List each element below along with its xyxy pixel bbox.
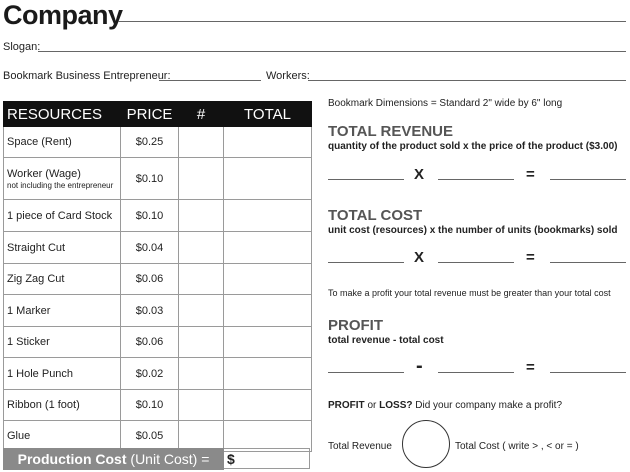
question-rest: Did your company make a profit? bbox=[415, 400, 562, 411]
resource-count-cell[interactable] bbox=[179, 127, 224, 158]
profit-rule: To make a profit your total revenue must be greater than your total cost bbox=[328, 288, 611, 298]
total-cost-title: TOTAL COST bbox=[328, 207, 423, 224]
resource-price: $0.03 bbox=[121, 295, 179, 327]
table-row bbox=[4, 295, 312, 327]
resource-count-cell[interactable] bbox=[179, 264, 224, 295]
profit-description: total revenue - total cost bbox=[328, 335, 444, 346]
resource-total-cell[interactable] bbox=[224, 200, 312, 232]
revenue-price-line[interactable] bbox=[438, 179, 514, 180]
profit-cost-line[interactable] bbox=[438, 372, 514, 373]
resource-price: $0.25 bbox=[121, 127, 179, 158]
company-title: Company bbox=[3, 0, 123, 30]
resource-item: 1 Sticker bbox=[4, 327, 121, 358]
profit-equals-sign: = bbox=[526, 359, 535, 376]
header-price: PRICE bbox=[121, 102, 179, 127]
table-row bbox=[4, 158, 312, 200]
total-revenue-compare-label: Total Revenue bbox=[328, 441, 392, 452]
table-row bbox=[4, 390, 312, 421]
question-or-word: or bbox=[367, 400, 377, 411]
profit-question bbox=[328, 400, 562, 411]
resource-item: Straight Cut bbox=[4, 232, 121, 264]
revenue-times-sign: X bbox=[414, 166, 425, 183]
total-revenue-title: TOTAL REVENUE bbox=[328, 123, 454, 140]
table-row bbox=[4, 232, 312, 264]
resource-total-cell[interactable] bbox=[224, 158, 312, 200]
question-profit-word: PROFIT bbox=[328, 400, 365, 411]
table-row bbox=[4, 200, 312, 232]
resource-total-cell[interactable] bbox=[224, 390, 312, 421]
question-loss-word: LOSS? bbox=[379, 400, 413, 411]
header-count: # bbox=[179, 102, 224, 127]
resource-item: 1 Hole Punch bbox=[4, 358, 121, 390]
resource-total-cell[interactable] bbox=[224, 232, 312, 264]
entrepreneur-label: Bookmark Business Entrepreneur: bbox=[3, 70, 171, 82]
total-cost-description: unit cost (resources) x the number of units (bookmarks) sold bbox=[328, 225, 618, 236]
total-cost-compare-label: Total Cost ( write > , < or = ) bbox=[455, 441, 579, 452]
resource-count-cell[interactable] bbox=[179, 421, 224, 452]
resource-item: Ribbon (1 foot) bbox=[4, 390, 121, 421]
cost-times-sign: X bbox=[414, 249, 425, 266]
cost-result-line[interactable] bbox=[550, 262, 626, 263]
slogan-label: Slogan: bbox=[3, 41, 41, 53]
resource-count-cell[interactable] bbox=[179, 295, 224, 327]
total-revenue-description: quantity of the product sold x the price of the product ($3.00) bbox=[328, 141, 618, 152]
header-total: TOTAL bbox=[224, 102, 312, 127]
profit-revenue-line[interactable] bbox=[328, 372, 404, 373]
resources-table bbox=[3, 101, 312, 452]
resource-count-cell[interactable] bbox=[179, 358, 224, 390]
production-cost-field[interactable] bbox=[224, 448, 310, 469]
cost-unit-line[interactable] bbox=[328, 262, 404, 263]
production-cost-text: Production Cost bbox=[17, 451, 127, 467]
workers-label: Workers: bbox=[266, 70, 310, 82]
resource-count-cell[interactable] bbox=[179, 200, 224, 232]
resource-price: $0.04 bbox=[121, 232, 179, 264]
table-row bbox=[4, 264, 312, 295]
cost-equals-sign: = bbox=[526, 249, 535, 266]
resource-item: Space (Rent) bbox=[4, 127, 121, 158]
resource-price: $0.06 bbox=[121, 327, 179, 358]
resource-count-cell[interactable] bbox=[179, 232, 224, 264]
resource-count-cell[interactable] bbox=[179, 327, 224, 358]
resource-price: $0.02 bbox=[121, 358, 179, 390]
table-row bbox=[4, 327, 312, 358]
unit-cost-text: (Unit Cost) = bbox=[130, 451, 210, 467]
resource-total-cell[interactable] bbox=[224, 295, 312, 327]
resource-item: Worker (Wage) bbox=[7, 167, 81, 180]
resource-price: $0.10 bbox=[121, 158, 179, 200]
table-row bbox=[4, 127, 312, 158]
profit-result-line[interactable] bbox=[550, 372, 626, 373]
resource-note: not including the entrepreneur bbox=[7, 180, 114, 190]
cost-units-line[interactable] bbox=[438, 262, 514, 263]
resource-price: $0.10 bbox=[121, 390, 179, 421]
resource-total-cell[interactable] bbox=[224, 127, 312, 158]
resource-item: Glue bbox=[4, 421, 121, 452]
resource-total-cell[interactable] bbox=[224, 327, 312, 358]
company-name-line[interactable] bbox=[118, 21, 626, 22]
resource-total-cell[interactable] bbox=[224, 358, 312, 390]
table-row bbox=[4, 421, 312, 452]
resource-item: Zig Zag Cut bbox=[4, 264, 121, 295]
resource-total-cell[interactable] bbox=[224, 264, 312, 295]
resource-item-cell bbox=[4, 158, 121, 200]
resource-price: $0.05 bbox=[121, 421, 179, 452]
resource-item: 1 piece of Card Stock bbox=[4, 200, 121, 232]
table-row bbox=[4, 358, 312, 390]
resource-price: $0.10 bbox=[121, 200, 179, 232]
resource-count-cell[interactable] bbox=[179, 158, 224, 200]
production-cost-label bbox=[3, 448, 224, 470]
profit-minus-sign: - bbox=[416, 355, 423, 377]
slogan-line[interactable] bbox=[38, 51, 626, 52]
currency-sign: $ bbox=[227, 451, 235, 467]
compare-circle[interactable] bbox=[402, 420, 450, 468]
resource-count-cell[interactable] bbox=[179, 390, 224, 421]
table-header-row bbox=[4, 102, 312, 127]
header-resources: RESOURCES bbox=[4, 102, 121, 127]
resource-price: $0.06 bbox=[121, 264, 179, 295]
workers-line[interactable] bbox=[308, 80, 626, 81]
entrepreneur-line[interactable] bbox=[159, 80, 261, 81]
profit-title: PROFIT bbox=[328, 317, 383, 334]
bookmark-dimensions: Bookmark Dimensions = Standard 2" wide by 6" long bbox=[328, 98, 563, 109]
resource-item: 1 Marker bbox=[4, 295, 121, 327]
resource-total-cell[interactable] bbox=[224, 421, 312, 452]
revenue-equals-sign: = bbox=[526, 166, 535, 183]
revenue-quantity-line[interactable] bbox=[328, 179, 404, 180]
revenue-result-line[interactable] bbox=[550, 179, 626, 180]
